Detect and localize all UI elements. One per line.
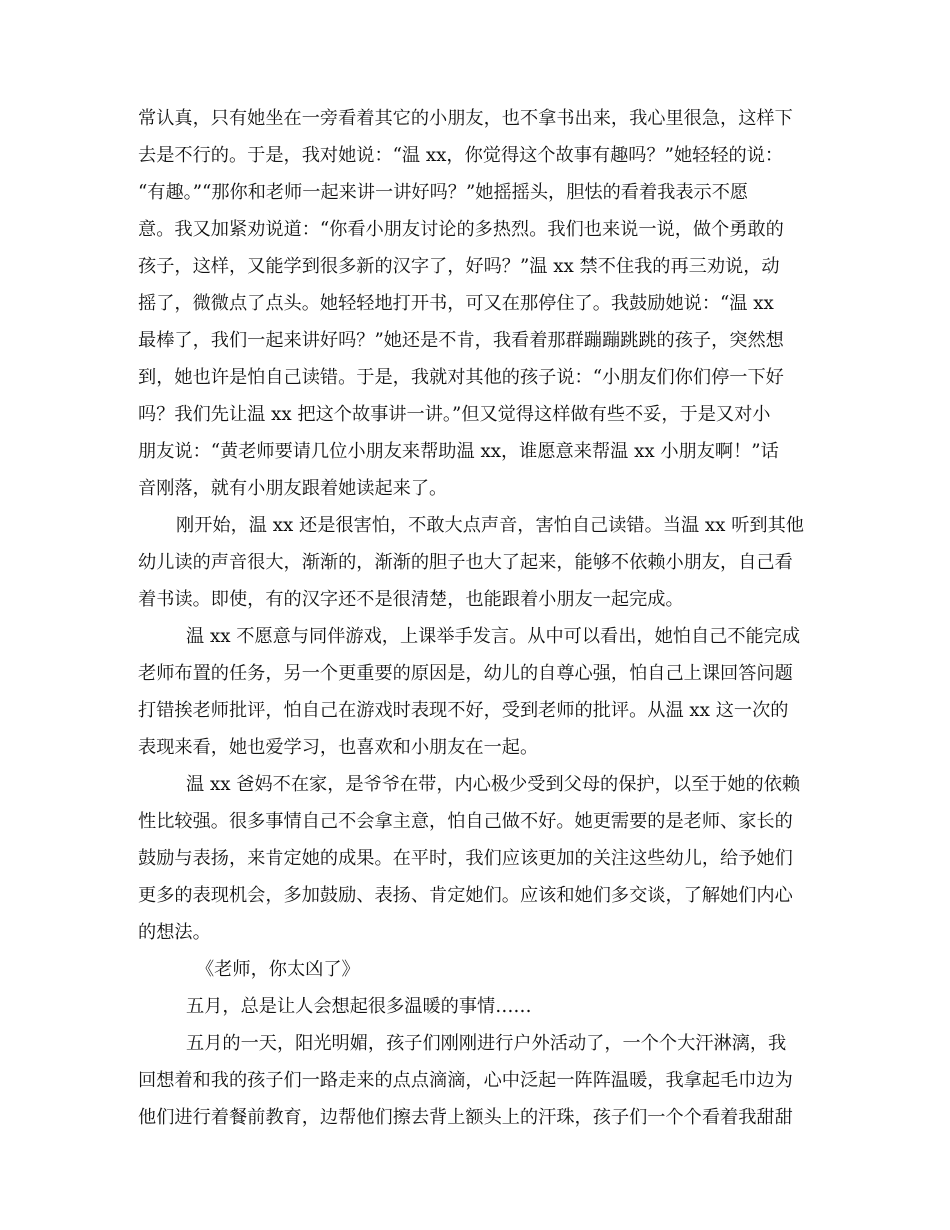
text-line: 打错挨老师批评，怕自己在游戏时表现不好，受到老师的批评。从温 xx 这一次的 [138,700,789,721]
text-line: 五月的一天，阳光明媚，孩子们刚刚进行户外活动了，一个个大汗淋漓，我 [186,1033,787,1054]
text-line: 常认真，只有她坐在一旁看着其它的小朋友，也不拿书出来，我心里很急，这样下 [138,108,793,129]
text-line: 最棒了，我们一起来讲好吗？”她还是不肯，我看着那群蹦蹦跳跳的孩子，突然想 [138,330,784,351]
text-line: 温 xx 不愿意与同伴游戏，上课举手发言。从中可以看出，她怕自己不能完成 [186,626,801,647]
section-title: 《老师，你太凶了》 [196,959,360,980]
text-line: 更多的表现机会，多加鼓励、表扬、肯定她们。应该和她们多交谈，了解她们内心 [138,885,793,906]
text-line: 温 xx 爸妈不在家，是爷爷在带，内心极少受到父母的保护，以至于她的依赖 [186,774,801,795]
text-line: 着书读。即使，有的汉字还不是很清楚，也能跟着小朋友一起完成。 [138,589,684,610]
text-line: “有趣。”“那你和老师一起来讲一讲好吗？”她摇摇头，胆怯的看着我表示不愿 [138,182,749,203]
text-line: 鼓励与表扬，来肯定她的成果。在平时，我们应该更加的关注这些幼儿，给予她们 [138,848,793,869]
text-line: 五月，总是让人会想起很多温暖的事情…… [186,996,532,1017]
text-line: 性比较强。很多事情自己不会拿主意，怕自己做不好。她更需要的是老师、家长的 [138,811,793,832]
text-line: 音刚落，就有小朋友跟着她读起来了。 [138,478,448,499]
text-line: 朋友说：“黄老师要请几位小朋友来帮助温 xx，谁愿意来帮温 xx 小朋友啊！”话 [138,441,779,462]
text-line: 幼儿读的声音很大，渐渐的，渐渐的胆子也大了起来，能够不依赖小朋友，自己看 [138,552,793,573]
text-line: 他们进行着餐前教育，边帮他们擦去背上额头上的汗珠，孩子们一个个看着我甜甜 [138,1107,793,1128]
text-line: 的想法。 [138,922,211,943]
text-line: 表现来看，她也爱学习，也喜欢和小朋友在一起。 [138,737,539,758]
text-line: 去是不行的。于是，我对她说：“温 xx，你觉得这个故事有趣吗？”她轻轻的说： [138,145,784,166]
text-line: 老师布置的任务，另一个更重要的原因是，幼儿的自尊心强，怕自己上课回答问题 [138,663,793,684]
text-line: 到，她也许是怕自己读错。于是，我就对其他的孩子说：“小朋友们你们停一下好 [138,367,784,388]
text-line: 回想着和我的孩子们一路走来的点点滴滴，心中泛起一阵阵温暖，我拿起毛巾边为 [138,1070,793,1091]
text-line: 摇了，微微点了点头。她轻轻地打开书，可又在那停住了。我鼓励她说：“温 xx [138,293,774,314]
text-line: 孩子，这样，又能学到很多新的汉字了，好吗？”温 xx 禁不住我的再三劝说，动 [138,256,780,277]
text-line: 刚开始，温 xx 还是很害怕，不敢大点声音，害怕自己读错。当温 xx 听到其他 [176,515,804,536]
text-line: 意。我又加紧劝说道：“你看小朋友讨论的多热烈。我们也来说一说，做个勇敢的 [138,219,784,240]
text-line: 吗？我们先让温 xx 把这个故事讲一讲。”但又觉得这样做有些不妥，于是又对小 [138,404,771,425]
